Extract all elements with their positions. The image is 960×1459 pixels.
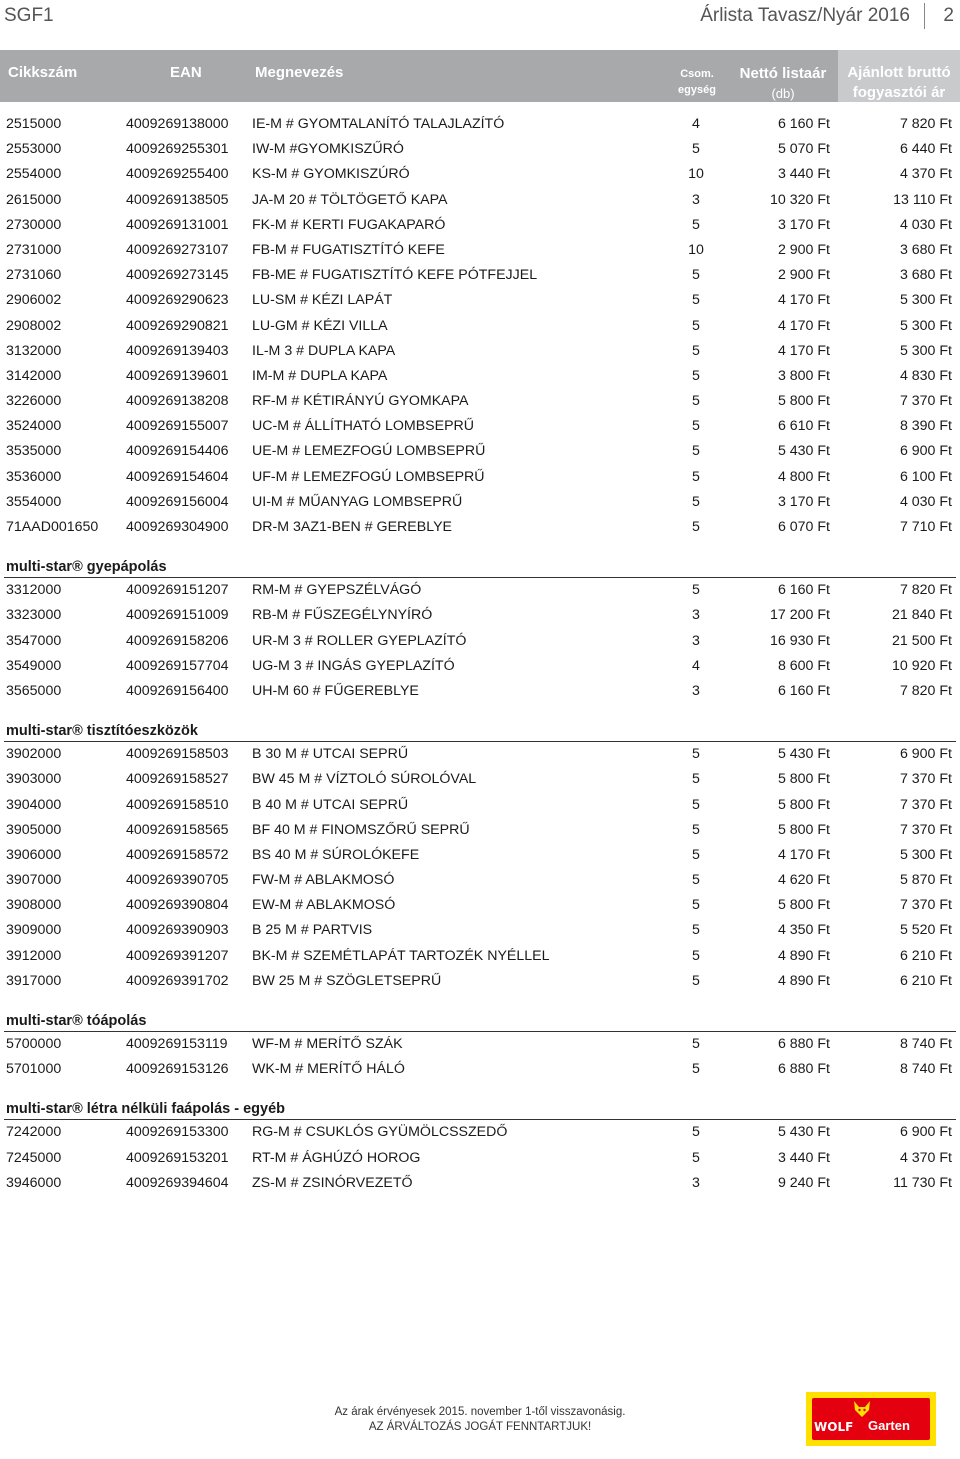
- table-row: [0, 843, 960, 868]
- cell-cikkszam: 2731000: [6, 241, 62, 258]
- table-row: [0, 893, 960, 918]
- cell-csomag: 5: [692, 342, 700, 359]
- page-number: 2: [943, 5, 954, 26]
- cell-cikkszam: 7245000: [6, 1149, 62, 1166]
- cell-brutto-ar: 3 680 Ft: [899, 267, 952, 284]
- cell-netto-ar: 16 930 Ft: [770, 632, 830, 649]
- table-row: [0, 969, 960, 994]
- cell-ean: 4009269273145: [126, 267, 229, 284]
- cell-ean: 4009269391702: [126, 972, 229, 989]
- cell-csomag: 5: [692, 1124, 700, 1141]
- column-header-csomag: [672, 66, 722, 98]
- table-row: [0, 162, 960, 187]
- cell-cikkszam: 2731060: [6, 267, 62, 284]
- cell-csomag: 5: [692, 771, 700, 788]
- cell-cikkszam: 3535000: [6, 443, 62, 460]
- cell-ean: 4009269255301: [126, 141, 229, 158]
- cell-megnevezes: BW 45 M # VÍZTOLÓ SÚROLÓVAL: [252, 771, 477, 788]
- cell-ean: 4009269290623: [126, 292, 229, 309]
- cell-cikkszam: 3907000: [6, 872, 62, 889]
- table-row: [0, 868, 960, 893]
- cell-megnevezes: FK-M # KERTI FUGAKAPARÓ: [252, 216, 446, 233]
- cell-netto-ar: 3 440 Ft: [777, 166, 830, 183]
- cell-ean: 4009269390903: [126, 922, 229, 939]
- cell-netto-ar: 6 160 Ft: [777, 116, 830, 132]
- cell-ean: 4009269154604: [126, 468, 229, 485]
- cell-brutto-ar: 6 440 Ft: [899, 141, 952, 158]
- table-row: [0, 465, 960, 490]
- cell-megnevezes: BW 25 M # SZÖGLETSEPRŰ: [252, 972, 442, 989]
- column-header-megnevezes: Megnevezés: [255, 64, 344, 81]
- table-row: [0, 515, 960, 540]
- cell-brutto-ar: 6 100 Ft: [899, 468, 952, 485]
- cell-cikkszam: 3323000: [6, 607, 62, 624]
- cell-brutto-ar: 5 300 Ft: [899, 292, 952, 309]
- cell-megnevezes: RT-M # ÁGHÚZÓ HOROG: [252, 1149, 421, 1166]
- cell-megnevezes: KS-M # GYOMKISZÚRÓ: [252, 166, 410, 183]
- table-row: [0, 137, 960, 162]
- cell-brutto-ar: 8 390 Ft: [899, 418, 952, 435]
- cell-cikkszam: 2554000: [6, 166, 62, 183]
- footer-disclaimer: AZ ÁRVÁLTOZÁS JOGÁT FENNTARTJUK!: [368, 1421, 592, 1433]
- table-row: [0, 603, 960, 628]
- cell-brutto-ar: 7 820 Ft: [899, 582, 952, 599]
- cell-csomag: 5: [692, 393, 700, 410]
- page-header-bar: [0, 0, 960, 36]
- cell-netto-ar: 5 800 Ft: [777, 821, 830, 838]
- cell-netto-ar: 5 430 Ft: [777, 1124, 830, 1141]
- cell-csomag: 5: [692, 582, 700, 599]
- cell-brutto-ar: 13 110 Ft: [893, 191, 952, 208]
- cell-csomag: 4: [692, 657, 700, 674]
- cell-csomag: 5: [692, 922, 700, 939]
- cell-megnevezes: ZS-M # ZSINÓRVEZETŐ: [252, 1174, 413, 1191]
- cell-brutto-ar: 5 300 Ft: [899, 342, 952, 359]
- section-header: [0, 1082, 960, 1120]
- table-row: [0, 263, 960, 288]
- cell-brutto-ar: 6 900 Ft: [899, 443, 952, 460]
- cell-csomag: 5: [692, 947, 700, 964]
- logo-red-panel: [812, 1398, 930, 1440]
- cell-brutto-ar: 4 370 Ft: [899, 1149, 952, 1166]
- wolf-garten-logo: [806, 1392, 936, 1446]
- table-row: [0, 238, 960, 263]
- cell-cikkszam: 3549000: [6, 657, 62, 674]
- cell-ean: 4009269390804: [126, 897, 229, 914]
- cell-csomag: 5: [692, 897, 700, 914]
- table-row: [0, 339, 960, 364]
- cell-ean: 4009269273107: [126, 241, 229, 258]
- cell-cikkszam: 3905000: [6, 821, 62, 838]
- cell-brutto-ar: 7 820 Ft: [899, 116, 952, 132]
- cell-ean: 4009269153119: [126, 1036, 228, 1052]
- cell-megnevezes: JA-M 20 # TÖLTÖGETŐ KAPA: [252, 191, 448, 208]
- section-title: multi-star® gyepápolás: [6, 559, 167, 576]
- ajanlott-line2: fogyasztói ár: [852, 84, 946, 101]
- cell-ean: 4009269138505: [126, 191, 229, 208]
- cell-megnevezes: LU-GM # KÉZI VILLA: [252, 317, 388, 334]
- cell-csomag: 5: [692, 267, 700, 284]
- cell-ean: 4009269153201: [126, 1149, 229, 1166]
- cell-ean: 4009269158503: [126, 746, 229, 763]
- cell-netto-ar: 4 350 Ft: [777, 922, 830, 939]
- cell-netto-ar: 5 070 Ft: [777, 141, 830, 158]
- cell-megnevezes: LU-SM # KÉZI LAPÁT: [252, 292, 393, 309]
- cell-cikkszam: 3917000: [6, 972, 62, 989]
- cell-netto-ar: 4 890 Ft: [777, 947, 830, 964]
- cell-ean: 4009269304900: [126, 519, 229, 535]
- cell-netto-ar: 6 610 Ft: [777, 418, 830, 435]
- cell-csomag: 5: [692, 872, 700, 889]
- cell-megnevezes: B 40 M # UTCAI SEPRŰ: [252, 796, 409, 813]
- cell-megnevezes: FB-ME # FUGATISZTÍTÓ KEFE PÓTFEJJEL: [252, 267, 538, 284]
- section-title: multi-star® létra nélküli faápolás - egyéb: [6, 1101, 286, 1118]
- cell-csomag: 5: [692, 493, 700, 510]
- cell-ean: 4009269151009: [126, 607, 229, 624]
- cell-megnevezes: IE-M # GYOMTALANÍTÓ TALAJLAZÍTÓ: [252, 116, 505, 132]
- table-row: [0, 578, 960, 603]
- cell-cikkszam: 2515000: [6, 116, 62, 132]
- cell-netto-ar: 2 900 Ft: [777, 267, 830, 284]
- cell-cikkszam: 2553000: [6, 141, 62, 158]
- cell-ean: 4009269155007: [126, 418, 229, 435]
- cell-cikkszam: 3554000: [6, 493, 62, 510]
- cell-ean: 4009269156400: [126, 682, 229, 699]
- cell-netto-ar: 4 170 Ft: [777, 342, 830, 359]
- cell-ean: 4009269290821: [126, 317, 229, 334]
- cell-csomag: 10: [688, 166, 704, 183]
- cell-csomag: 5: [692, 141, 700, 158]
- cell-megnevezes: B 30 M # UTCAI SEPRŰ: [252, 746, 409, 763]
- cell-csomag: 5: [692, 418, 700, 435]
- cell-csomag: 10: [688, 241, 704, 258]
- cell-ean: 4009269157704: [126, 657, 229, 674]
- cell-brutto-ar: 6 900 Ft: [899, 746, 952, 763]
- cell-csomag: 5: [692, 1061, 700, 1078]
- cell-cikkszam: 5700000: [6, 1036, 62, 1052]
- netto-line2: (db): [771, 86, 795, 101]
- table-row: [0, 213, 960, 238]
- cell-cikkszam: 3524000: [6, 418, 62, 435]
- cell-csomag: 5: [692, 746, 700, 763]
- cell-megnevezes: UI-M # MŰANYAG LOMBSEPRŰ: [252, 493, 463, 510]
- cell-megnevezes: IW-M #GYOMKISZŰRÓ: [252, 141, 404, 158]
- cell-ean: 4009269390705: [126, 872, 229, 889]
- cell-megnevezes: RF-M # KÉTIRÁNYÚ GYOMKAPA: [252, 393, 469, 410]
- cell-csomag: 5: [692, 972, 700, 989]
- cell-csomag: 5: [692, 1149, 700, 1166]
- cell-cikkszam: 3536000: [6, 468, 62, 485]
- cell-netto-ar: 6 160 Ft: [777, 682, 830, 699]
- cell-csomag: 3: [692, 607, 700, 624]
- table-row: [0, 490, 960, 515]
- cell-megnevezes: UR-M 3 # ROLLER GYEPLAZÍTÓ: [252, 632, 467, 649]
- cell-brutto-ar: 7 710 Ft: [899, 519, 952, 535]
- cell-cikkszam: 2615000: [6, 191, 62, 208]
- section-title: multi-star® tóápolás: [6, 1013, 147, 1029]
- cell-brutto-ar: 4 370 Ft: [899, 166, 952, 183]
- cell-netto-ar: 6 880 Ft: [777, 1036, 830, 1052]
- cell-netto-ar: 5 800 Ft: [777, 897, 830, 914]
- cell-cikkszam: 5701000: [6, 1061, 62, 1078]
- section-title: multi-star® tisztítóeszközök: [6, 723, 198, 740]
- cell-netto-ar: 3 440 Ft: [777, 1149, 830, 1166]
- table-row: [0, 767, 960, 792]
- cell-megnevezes: UC-M # ÁLLÍTHATÓ LOMBSEPRŰ: [252, 418, 475, 435]
- cell-megnevezes: UF-M # LEMEZFOGÚ LOMBSEPRŰ: [252, 468, 485, 485]
- cell-brutto-ar: 11 730 Ft: [893, 1174, 952, 1191]
- cell-brutto-ar: 3 680 Ft: [899, 241, 952, 258]
- cell-brutto-ar: 7 370 Ft: [899, 821, 952, 838]
- cell-netto-ar: 4 800 Ft: [777, 468, 830, 485]
- cell-megnevezes: UH-M 60 # FŰGEREBLYE: [252, 682, 419, 699]
- cell-cikkszam: 3312000: [6, 582, 62, 599]
- cell-ean: 4009269156004: [126, 493, 229, 510]
- cell-csomag: 3: [692, 682, 700, 699]
- cell-netto-ar: 10 320 Ft: [770, 191, 830, 208]
- table-row: [0, 389, 960, 414]
- cell-netto-ar: 17 200 Ft: [770, 607, 830, 624]
- cell-megnevezes: BF 40 M # FINOMSZŐRŰ SEPRŰ: [252, 821, 470, 838]
- column-header-ean: EAN: [170, 64, 202, 81]
- cell-brutto-ar: 6 210 Ft: [899, 947, 952, 964]
- cell-csomag: 5: [692, 443, 700, 460]
- cell-ean: 4009269158527: [126, 771, 229, 788]
- cell-brutto-ar: 21 840 Ft: [892, 607, 952, 624]
- cell-ean: 4009269138000: [126, 116, 229, 132]
- table-row: [0, 793, 960, 818]
- cell-cikkszam: 3565000: [6, 682, 62, 699]
- cell-megnevezes: UE-M # LEMEZFOGÚ LOMBSEPRŰ: [252, 443, 486, 460]
- cell-brutto-ar: 4 830 Ft: [899, 367, 952, 384]
- cell-cikkszam: 2730000: [6, 216, 62, 233]
- cell-ean: 4009269158565: [126, 821, 229, 838]
- cell-megnevezes: BS 40 M # SÚROLÓKEFE: [252, 846, 420, 863]
- cell-csomag: 5: [692, 1036, 700, 1052]
- cell-netto-ar: 6 160 Ft: [777, 582, 830, 599]
- cell-ean: 4009269158206: [126, 632, 229, 649]
- column-header-netto: [728, 64, 838, 104]
- cell-netto-ar: 6 880 Ft: [777, 1061, 830, 1078]
- section-header: [0, 704, 960, 742]
- cell-megnevezes: IM-M # DUPLA KAPA: [252, 367, 388, 384]
- table-row: [0, 1057, 960, 1082]
- cell-brutto-ar: 7 370 Ft: [899, 897, 952, 914]
- catalog-code: SGF1: [4, 5, 54, 26]
- table-row: [0, 364, 960, 389]
- cell-netto-ar: 6 070 Ft: [777, 519, 830, 535]
- netto-line1: Nettó listaár: [739, 65, 827, 82]
- cell-megnevezes: RG-M # CSUKLÓS GYÜMÖLCSSZEDŐ: [252, 1124, 508, 1141]
- cell-cikkszam: 3906000: [6, 846, 62, 863]
- section-header: [0, 994, 960, 1032]
- table-row: [0, 414, 960, 439]
- cell-brutto-ar: 5 870 Ft: [899, 872, 952, 889]
- cell-megnevezes: EW-M # ABLAKMOSÓ: [252, 897, 396, 914]
- cell-netto-ar: 4 170 Ft: [777, 317, 830, 334]
- cell-cikkszam: 3547000: [6, 632, 62, 649]
- footer-validity: Az árak érvényesek 2015. november 1-től visszavonásig.: [334, 1406, 626, 1418]
- table-row: [0, 1146, 960, 1171]
- cell-netto-ar: 3 800 Ft: [777, 367, 830, 384]
- cell-ean: 4009269255400: [126, 166, 229, 183]
- cell-brutto-ar: 4 030 Ft: [899, 493, 952, 510]
- column-header-cikkszam: Cikkszám: [8, 64, 78, 81]
- table-row: [0, 629, 960, 654]
- cell-megnevezes: RB-M # FŰSZEGÉLYNYÍRÓ: [252, 607, 433, 624]
- logo-wolf-text: WOLF: [814, 1420, 854, 1434]
- cell-csomag: 5: [692, 367, 700, 384]
- cell-netto-ar: 4 170 Ft: [777, 846, 830, 863]
- cell-netto-ar: 5 430 Ft: [777, 443, 830, 460]
- cell-brutto-ar: 8 740 Ft: [899, 1036, 952, 1052]
- table-row: [0, 1032, 960, 1057]
- cell-megnevezes: FW-M # ABLAKMOSÓ: [252, 872, 395, 889]
- cell-csomag: 5: [692, 468, 700, 485]
- cell-brutto-ar: 5 300 Ft: [899, 846, 952, 863]
- cell-ean: 4009269394604: [126, 1174, 229, 1191]
- cell-ean: 4009269153300: [126, 1124, 229, 1141]
- fox-head-icon: [852, 1400, 872, 1418]
- cell-csomag: 5: [692, 846, 700, 863]
- cell-csomag: 5: [692, 216, 700, 233]
- cell-netto-ar: 3 170 Ft: [777, 493, 830, 510]
- table-row: [0, 742, 960, 767]
- cell-ean: 4009269153126: [126, 1061, 229, 1078]
- cell-cikkszam: 3902000: [6, 746, 62, 763]
- cell-brutto-ar: 6 900 Ft: [899, 1124, 952, 1141]
- title-divider: [924, 3, 925, 29]
- cell-netto-ar: 9 240 Ft: [777, 1174, 830, 1191]
- cell-cikkszam: 3908000: [6, 897, 62, 914]
- table-row: [0, 679, 960, 704]
- cell-ean: 4009269139601: [126, 367, 229, 384]
- page-title: Árlista Tavasz/Nyár 2016: [700, 5, 910, 26]
- cell-megnevezes: RM-M # GYEPSZÉLVÁGÓ: [252, 582, 422, 599]
- cell-cikkszam: 71AAD001650: [6, 519, 99, 535]
- cell-brutto-ar: 6 210 Ft: [899, 972, 952, 989]
- cell-csomag: 5: [692, 292, 700, 309]
- csomag-line2: egység: [678, 84, 716, 96]
- table-row: [0, 288, 960, 313]
- cell-ean: 4009269158510: [126, 796, 229, 813]
- table-row: [0, 654, 960, 679]
- cell-csomag: 3: [692, 632, 700, 649]
- cell-megnevezes: FB-M # FUGATISZTÍTÓ KEFE: [252, 241, 445, 258]
- cell-netto-ar: 4 620 Ft: [777, 872, 830, 889]
- table-row: [0, 439, 960, 464]
- section-header: [0, 540, 960, 578]
- table-row: [0, 818, 960, 843]
- cell-brutto-ar: 7 820 Ft: [899, 682, 952, 699]
- cell-cikkszam: 3946000: [6, 1174, 62, 1191]
- cell-cikkszam: 3142000: [6, 367, 62, 384]
- cell-csomag: 5: [692, 821, 700, 838]
- cell-brutto-ar: 8 740 Ft: [899, 1061, 952, 1078]
- cell-cikkszam: 3912000: [6, 947, 62, 964]
- cell-netto-ar: 5 800 Ft: [777, 796, 830, 813]
- table-header: [0, 50, 960, 102]
- cell-brutto-ar: 7 370 Ft: [899, 393, 952, 410]
- price-table-body: [0, 112, 960, 1196]
- csomag-line1: Csom.: [680, 68, 714, 80]
- table-row: [0, 1171, 960, 1196]
- table-row: [0, 112, 960, 137]
- cell-ean: 4009269154406: [126, 443, 229, 460]
- cell-ean: 4009269391207: [126, 947, 229, 964]
- cell-cikkszam: 3904000: [6, 796, 62, 813]
- ajanlott-line1: Ajánlott bruttó: [847, 64, 951, 81]
- cell-cikkszam: 7242000: [6, 1124, 62, 1141]
- cell-brutto-ar: 21 500 Ft: [892, 632, 952, 649]
- cell-megnevezes: WK-M # MERÍTŐ HÁLÓ: [252, 1061, 405, 1078]
- cell-brutto-ar: 7 370 Ft: [899, 771, 952, 788]
- cell-ean: 4009269158572: [126, 846, 229, 863]
- cell-netto-ar: 4 890 Ft: [777, 972, 830, 989]
- cell-megnevezes: B 25 M # PARTVIS: [252, 922, 373, 939]
- cell-netto-ar: 5 800 Ft: [777, 771, 830, 788]
- cell-megnevezes: WF-M # MERÍTŐ SZÁK: [252, 1036, 403, 1052]
- cell-netto-ar: 3 170 Ft: [777, 216, 830, 233]
- cell-brutto-ar: 4 030 Ft: [899, 216, 952, 233]
- cell-cikkszam: 3226000: [6, 393, 62, 410]
- cell-csomag: 3: [692, 1174, 700, 1191]
- footer-note: [280, 1405, 680, 1435]
- cell-ean: 4009269151207: [126, 582, 229, 599]
- cell-brutto-ar: 5 520 Ft: [899, 922, 952, 939]
- cell-netto-ar: 2 900 Ft: [777, 241, 830, 258]
- cell-cikkszam: 2908002: [6, 317, 62, 334]
- column-header-ajanlott: [838, 50, 960, 102]
- logo-garten-text: Garten: [868, 1418, 910, 1433]
- table-row: [0, 918, 960, 943]
- cell-brutto-ar: 10 920 Ft: [892, 657, 952, 674]
- cell-ean: 4009269138208: [126, 393, 229, 410]
- cell-netto-ar: 4 170 Ft: [777, 292, 830, 309]
- cell-ean: 4009269131001: [126, 216, 229, 233]
- cell-ean: 4009269139403: [126, 342, 229, 359]
- cell-csomag: 3: [692, 191, 700, 208]
- cell-cikkszam: 2906002: [6, 292, 62, 309]
- cell-csomag: 5: [692, 796, 700, 813]
- cell-cikkszam: 3903000: [6, 771, 62, 788]
- table-row: [0, 944, 960, 969]
- cell-netto-ar: 5 800 Ft: [777, 393, 830, 410]
- table-row: [0, 188, 960, 213]
- cell-megnevezes: DR-M 3AZ1-BEN # GEREBLYE: [252, 519, 452, 535]
- cell-netto-ar: 8 600 Ft: [777, 657, 830, 674]
- cell-brutto-ar: 7 370 Ft: [899, 796, 952, 813]
- cell-csomag: 4: [692, 116, 700, 132]
- cell-netto-ar: 5 430 Ft: [777, 746, 830, 763]
- cell-megnevezes: UG-M 3 # INGÁS GYEPLAZÍTÓ: [252, 657, 455, 674]
- table-row: [0, 314, 960, 339]
- cell-csomag: 5: [692, 317, 700, 334]
- table-row: [0, 1120, 960, 1145]
- cell-megnevezes: BK-M # SZEMÉTLAPÁT TARTOZÉK NYÉLLEL: [252, 947, 550, 964]
- cell-cikkszam: 3909000: [6, 922, 62, 939]
- cell-cikkszam: 3132000: [6, 342, 62, 359]
- cell-brutto-ar: 5 300 Ft: [899, 317, 952, 334]
- cell-csomag: 5: [692, 519, 700, 535]
- cell-megnevezes: IL-M 3 # DUPLA KAPA: [252, 342, 396, 359]
